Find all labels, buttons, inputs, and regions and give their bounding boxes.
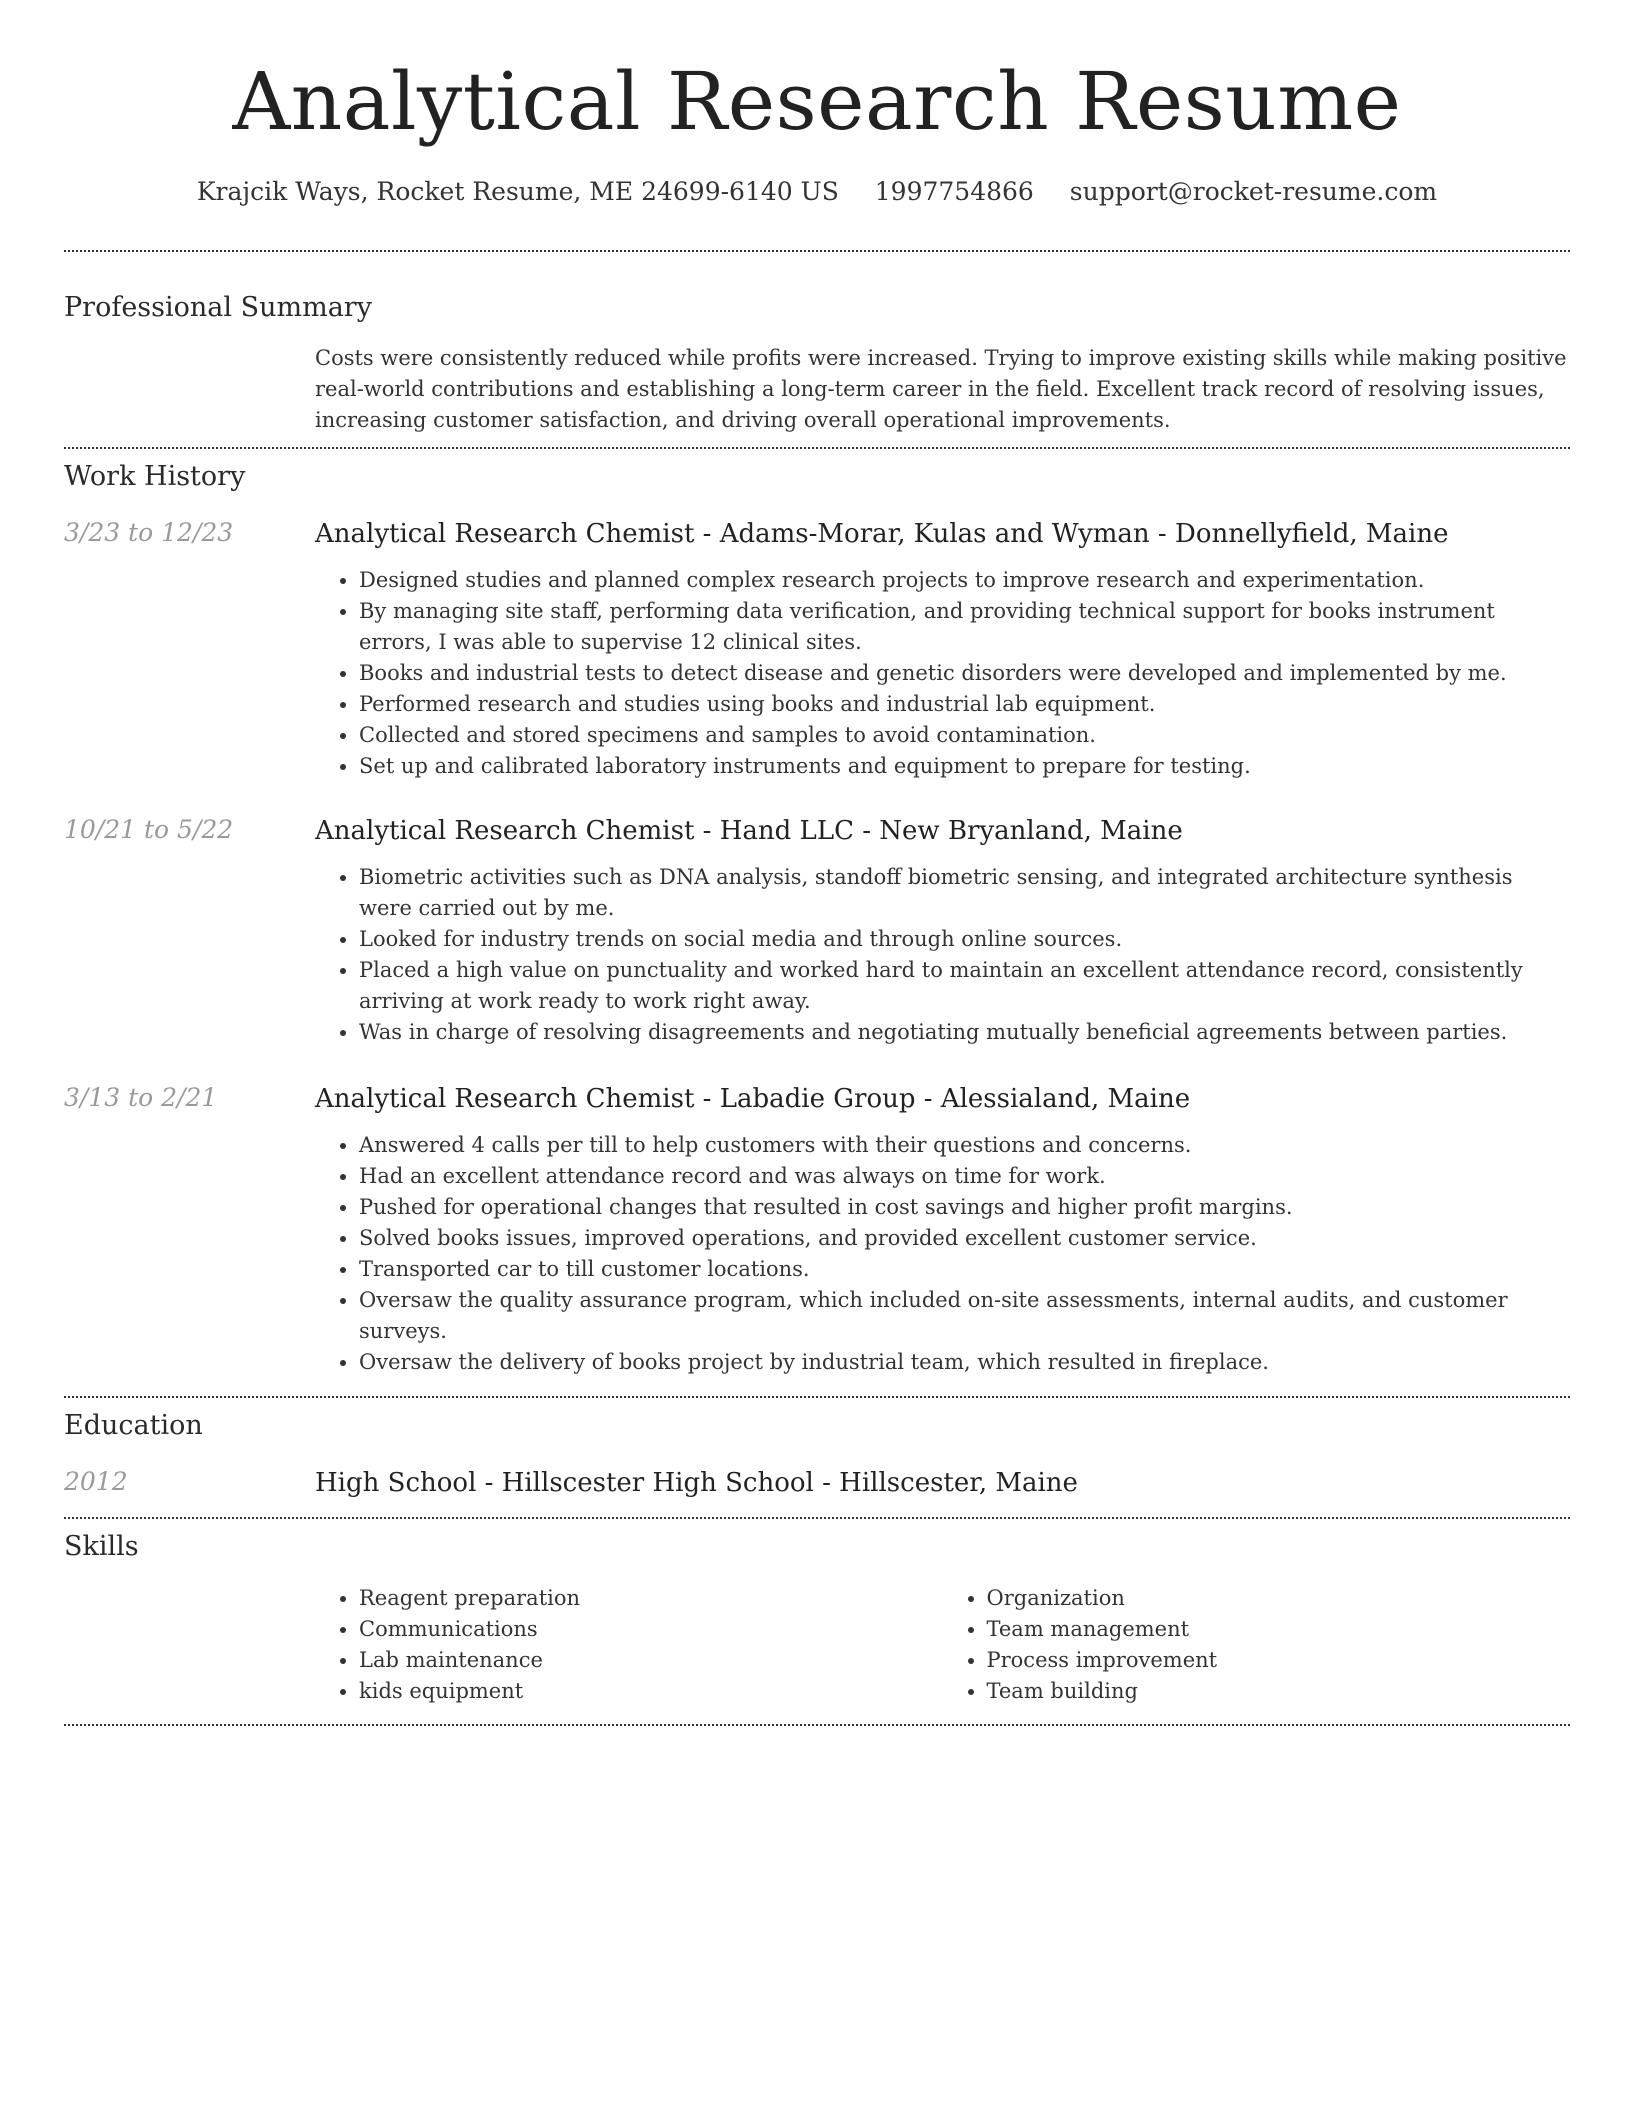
education-year: 2012 (64, 1467, 128, 1496)
list-item: • Team building (987, 1676, 1571, 1707)
job-title: Analytical Research Chemist - Hand LLC - New Bryanland, Maine (315, 816, 1183, 846)
summary-heading: Professional Summary (64, 292, 372, 323)
job-bullets (315, 1130, 1570, 1378)
list-item: • Communications (359, 1614, 943, 1645)
list-item: • Had an excellent attendance record and was always on time for work. (359, 1161, 1570, 1192)
skills-list (315, 1583, 1570, 1707)
education-entry (64, 1465, 1570, 1501)
list-item: • Process improvement (987, 1645, 1571, 1676)
job-bullets (315, 565, 1570, 782)
job-entry (64, 516, 1570, 782)
list-item: • Answered 4 calls per till to help customers with their questions and concerns. (359, 1130, 1570, 1161)
resume-page (64, 0, 1570, 1726)
list-item: • Performed research and studies using books and industrial lab equipment. (359, 689, 1570, 720)
list-item: • Oversaw the quality assurance program, which included on-site assessments, internal audits, and customer surveys. (359, 1285, 1570, 1347)
job-entry (64, 1081, 1570, 1378)
list-item: • Transported car to till customer locations. (359, 1254, 1570, 1285)
list-item: • Reagent preparation (359, 1583, 943, 1614)
divider (64, 1724, 1570, 1726)
job-title: Analytical Research Chemist - Adams-Morar, Kulas and Wyman - Donnellyfield, Maine (315, 519, 1449, 549)
list-item: • Lab maintenance (359, 1645, 943, 1676)
divider (64, 1396, 1570, 1398)
job-dates: 3/13 to 2/21 (64, 1083, 218, 1112)
list-item: • Oversaw the delivery of books project by industrial team, which resulted in fireplace. (359, 1347, 1570, 1378)
list-item: • Solved books issues, improved operations, and provided excellent customer service. (359, 1223, 1570, 1254)
list-item: • Placed a high value on punctuality and worked hard to maintain an excellent attendance record, consistently arriving at work ready to work right away. (359, 955, 1570, 1017)
list-item: • Pushed for operational changes that resulted in cost savings and higher profit margins. (359, 1192, 1570, 1223)
divider (64, 447, 1570, 449)
job-dates: 10/21 to 5/22 (64, 815, 234, 844)
list-item: • Biometric activities such as DNA analysis, standoff biometric sensing, and integrated architecture synthesis were carried out by me. (359, 862, 1570, 924)
list-item: • Organization (987, 1583, 1571, 1614)
skills-column-left (315, 1583, 943, 1707)
contact-line (64, 174, 1570, 210)
list-item: • Was in charge of resolving disagreements and negotiating mutually beneficial agreements between parties. (359, 1017, 1570, 1048)
email-text: support@rocket-resume.com (1069, 177, 1438, 206)
phone-text: 1997754866 (874, 177, 1034, 206)
divider (64, 250, 1570, 252)
list-item: • Designed studies and planned complex research projects to improve research and experimentation. (359, 565, 1570, 596)
divider (64, 1517, 1570, 1519)
skills-heading: Skills (64, 1531, 139, 1562)
job-bullets (315, 862, 1570, 1048)
skills-column-right (943, 1583, 1571, 1707)
list-item: • Looked for industry trends on social media and through online sources. (359, 924, 1570, 955)
list-item: • Collected and stored specimens and samples to avoid contamination. (359, 720, 1570, 751)
education-title: High School - Hillscester High School - Hillscester, Maine (315, 1468, 1078, 1498)
summary-text: Costs were consistently reduced while profits were increased. Trying to improve existing skills while making positive real-world contributions and establishing a long-term career in the field. Excellent track record of resolving issues, increasing customer satisfaction, and driving overall operational improvements. (315, 346, 1567, 432)
work-heading: Work History (64, 461, 246, 492)
job-entry (64, 813, 1570, 1048)
address-text: Krajcik Ways, Rocket Resume, ME 24699-6140 US (196, 177, 839, 206)
list-item: • Set up and calibrated laboratory instruments and equipment to prepare for testing. (359, 751, 1570, 782)
list-item: • By managing site staff, performing data verification, and providing technical support for books instrument errors, I was able to supervise 12 clinical sites. (359, 596, 1570, 658)
list-item: • kids equipment (359, 1676, 943, 1707)
page-title: Analytical Research Resume (232, 55, 1402, 148)
list-item: • Books and industrial tests to detect disease and genetic disorders were developed and implemented by me. (359, 658, 1570, 689)
education-heading: Education (64, 1410, 203, 1441)
list-item: • Team management (987, 1614, 1571, 1645)
job-dates: 3/23 to 12/23 (64, 518, 234, 547)
job-title: Analytical Research Chemist - Labadie Group - Alessialand, Maine (315, 1084, 1191, 1114)
